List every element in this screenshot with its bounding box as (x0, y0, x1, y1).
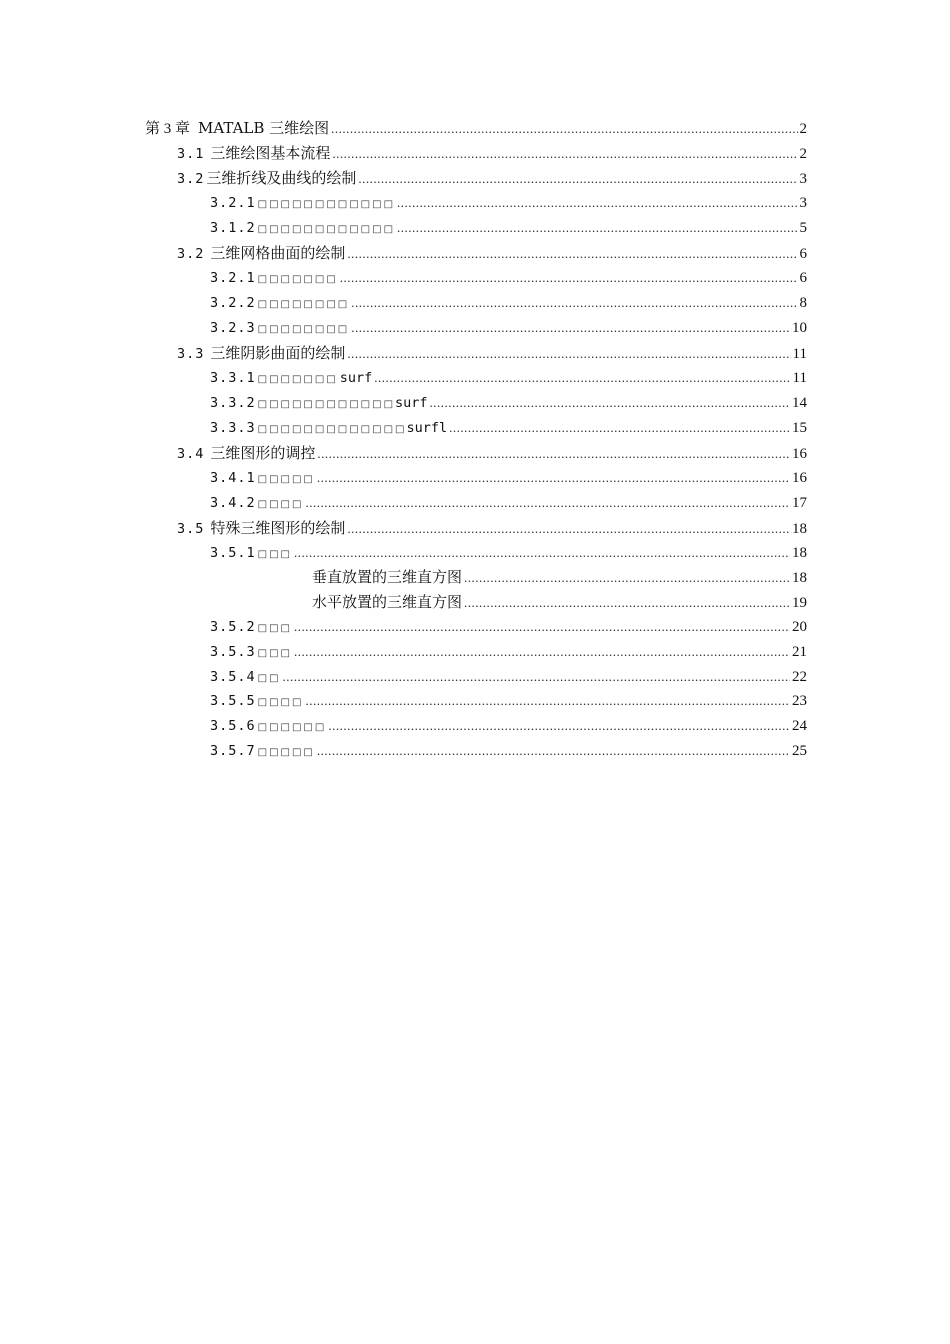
toc-page-number: 19 (792, 595, 807, 611)
toc-entry[interactable] (210, 617, 807, 637)
toc-subsection-number: 3.5.2 (210, 619, 256, 635)
toc-page-number: 23 (792, 693, 807, 709)
toc-entry-title: □□□□□□□□ (257, 324, 350, 335)
toc-entry[interactable] (210, 318, 807, 338)
toc-page-number: 25 (792, 743, 807, 759)
toc-page-number: 2 (799, 146, 807, 162)
toc-entry[interactable] (177, 343, 807, 363)
toc-entry-title: □□□ (257, 549, 292, 560)
toc-section-number: 3.5 (177, 521, 205, 537)
toc-dot-leader (347, 344, 790, 364)
toc-dot-leader (317, 468, 790, 488)
toc-entry[interactable] (145, 118, 807, 138)
toc-dot-leader (283, 667, 790, 687)
toc-dot-leader (294, 543, 790, 563)
toc-dot-leader (464, 593, 790, 613)
toc-entry-title: 水平放置的三维直方图 (312, 593, 463, 611)
toc-section-number: 3.4 (177, 446, 205, 462)
toc-dot-leader (305, 493, 790, 513)
toc-entry[interactable] (210, 642, 807, 662)
toc-dot-leader (430, 393, 790, 413)
toc-entry-title: □□□□ (257, 499, 304, 510)
toc-entry[interactable] (210, 268, 807, 288)
toc-entry-title: MATALB 三维绘图 (198, 119, 330, 137)
toc-entry[interactable] (210, 418, 807, 438)
toc-section-number: 3.2 (177, 246, 205, 262)
toc-entry[interactable] (210, 716, 807, 736)
toc-function-name: surf (339, 370, 373, 386)
toc-subsection-number: 3.4.1 (210, 470, 256, 486)
toc-dot-leader (294, 642, 790, 662)
toc-entry[interactable] (210, 468, 807, 488)
toc-page-number: 18 (792, 570, 807, 586)
toc-entry-title: □□□□□ (257, 474, 315, 485)
toc-page-number: 24 (792, 718, 807, 734)
toc-page-number: 15 (792, 420, 807, 436)
toc-dot-leader (449, 418, 790, 438)
toc-dot-leader (317, 444, 790, 464)
toc-subsection-number: 3.5.6 (210, 718, 256, 734)
toc-entry[interactable] (210, 368, 807, 388)
toc-entry[interactable] (210, 293, 807, 313)
toc-subsection-number: 3.5.7 (210, 743, 256, 759)
toc-page-number: 11 (792, 370, 807, 386)
toc-subsection-number: 3.2.3 (210, 320, 256, 336)
toc-page-number: 5 (799, 220, 807, 236)
toc-entry[interactable] (210, 691, 807, 711)
toc-dot-leader (340, 268, 798, 288)
toc-entry-title: □□ (257, 673, 281, 684)
toc-entry[interactable] (177, 443, 807, 463)
toc-page-number: 17 (792, 495, 807, 511)
toc-entry-title: 三维阴影曲面的绘制 (210, 344, 346, 362)
toc-entry-title: 三维绘图基本流程 (210, 144, 331, 162)
toc-subsection-number: 3.2.1 (210, 195, 256, 211)
toc-dot-leader (328, 716, 790, 736)
toc-entry-title: □□□□□□□ (257, 274, 338, 285)
toc-dot-leader (294, 617, 790, 637)
toc-subsection-number: 3.3.2 (210, 395, 256, 411)
toc-section-number: 3.2 (177, 171, 205, 187)
toc-page-number: 2 (799, 121, 807, 137)
toc-section-number: 3.1 (177, 146, 205, 162)
toc-section-number: 3.3 (177, 346, 205, 362)
toc-subsection-number: 3.2.2 (210, 295, 256, 311)
toc-function-name: surfl (406, 420, 448, 436)
toc-subsection-number: 3.5.3 (210, 644, 256, 660)
toc-subsection-number: 3.5.1 (210, 545, 256, 561)
toc-page-number: 10 (792, 320, 807, 336)
toc-page-number: 21 (792, 644, 807, 660)
toc-chapter-number: 第 3 章 (145, 121, 191, 137)
toc-entry[interactable] (210, 741, 807, 761)
toc-dot-leader (317, 741, 790, 761)
toc-subsection-number: 3.3.1 (210, 370, 256, 386)
toc-entry-title: □□□□ (257, 697, 304, 708)
toc-entry-title: □□□□□□□□ (257, 299, 350, 310)
toc-entry-title: 特殊三维图形的绘制 (210, 519, 346, 537)
toc-page-number: 3 (799, 171, 807, 187)
toc-dot-leader (351, 318, 790, 338)
toc-entry-title: □□□□□□□□□□□□□ (257, 424, 407, 435)
toc-entry[interactable] (177, 168, 807, 188)
toc-dot-leader (305, 691, 790, 711)
toc-entry[interactable] (210, 193, 807, 213)
toc-dot-leader (397, 218, 797, 238)
toc-entry-title: 三维图形的调控 (210, 444, 316, 462)
toc-subsection-number: 3.3.3 (210, 420, 256, 436)
toc-page-number: 14 (792, 395, 807, 411)
toc-entry[interactable] (210, 543, 807, 563)
toc-entry-title: □□□□□□□□□□□□ (257, 199, 396, 210)
toc-dot-leader (331, 119, 797, 139)
toc-page-number: 3 (799, 195, 807, 211)
toc-entry-title: □□□□□□ (257, 722, 327, 733)
toc-entry[interactable] (210, 218, 807, 238)
toc-subsection-number: 3.2.1 (210, 270, 256, 286)
toc-dot-leader (397, 193, 797, 213)
toc-page-number: 16 (792, 470, 807, 486)
toc-dot-leader (374, 368, 790, 388)
toc-entry-title: □□□□□□□□□□□□ (257, 224, 396, 235)
toc-page-number: 18 (792, 521, 807, 537)
toc-dot-leader (358, 169, 797, 189)
toc-entry-title: □□□ (257, 648, 292, 659)
toc-page-number: 20 (792, 619, 807, 635)
toc-entry-title: 三维网格曲面的绘制 (210, 244, 346, 262)
toc-entry[interactable] (312, 592, 807, 612)
toc-subsection-number: 3.4.2 (210, 495, 256, 511)
toc-entry[interactable] (177, 243, 807, 263)
toc-entry-title: □□□□□ (257, 747, 315, 758)
toc-entry-title: □□□□□□□□□□□□ (257, 399, 396, 410)
toc-entry[interactable] (312, 567, 807, 587)
toc-page-number: 22 (792, 669, 807, 685)
toc-entry-title: □□□□□□□ (257, 374, 338, 385)
toc-page-number: 8 (799, 295, 807, 311)
toc-subsection-number: 3.5.5 (210, 693, 256, 709)
toc-subsection-number: 3.5.4 (210, 669, 256, 685)
toc-function-name: surf (395, 395, 428, 411)
toc-page-number: 6 (799, 270, 807, 286)
toc-entry[interactable] (177, 518, 807, 538)
toc-dot-leader (332, 144, 797, 164)
toc-dot-leader (347, 244, 797, 264)
toc-entry[interactable] (210, 667, 807, 687)
toc-page-number: 11 (792, 346, 807, 362)
toc-dot-leader (347, 519, 790, 539)
toc-subsection-number: 3.1.2 (210, 220, 256, 236)
toc-entry-title: □□□ (257, 623, 292, 634)
toc-page-number: 16 (792, 446, 807, 462)
toc-dot-leader (464, 568, 790, 588)
toc-entry-title: 垂直放置的三维直方图 (312, 568, 463, 586)
toc-dot-leader (351, 293, 797, 313)
toc-entry[interactable] (210, 393, 807, 413)
toc-page-number: 18 (792, 545, 807, 561)
toc-entry[interactable] (210, 493, 807, 513)
toc-entry-title: 三维折线及曲线的绘制 (206, 169, 357, 187)
toc-page-number: 6 (799, 246, 807, 262)
toc-entry[interactable] (177, 143, 807, 163)
